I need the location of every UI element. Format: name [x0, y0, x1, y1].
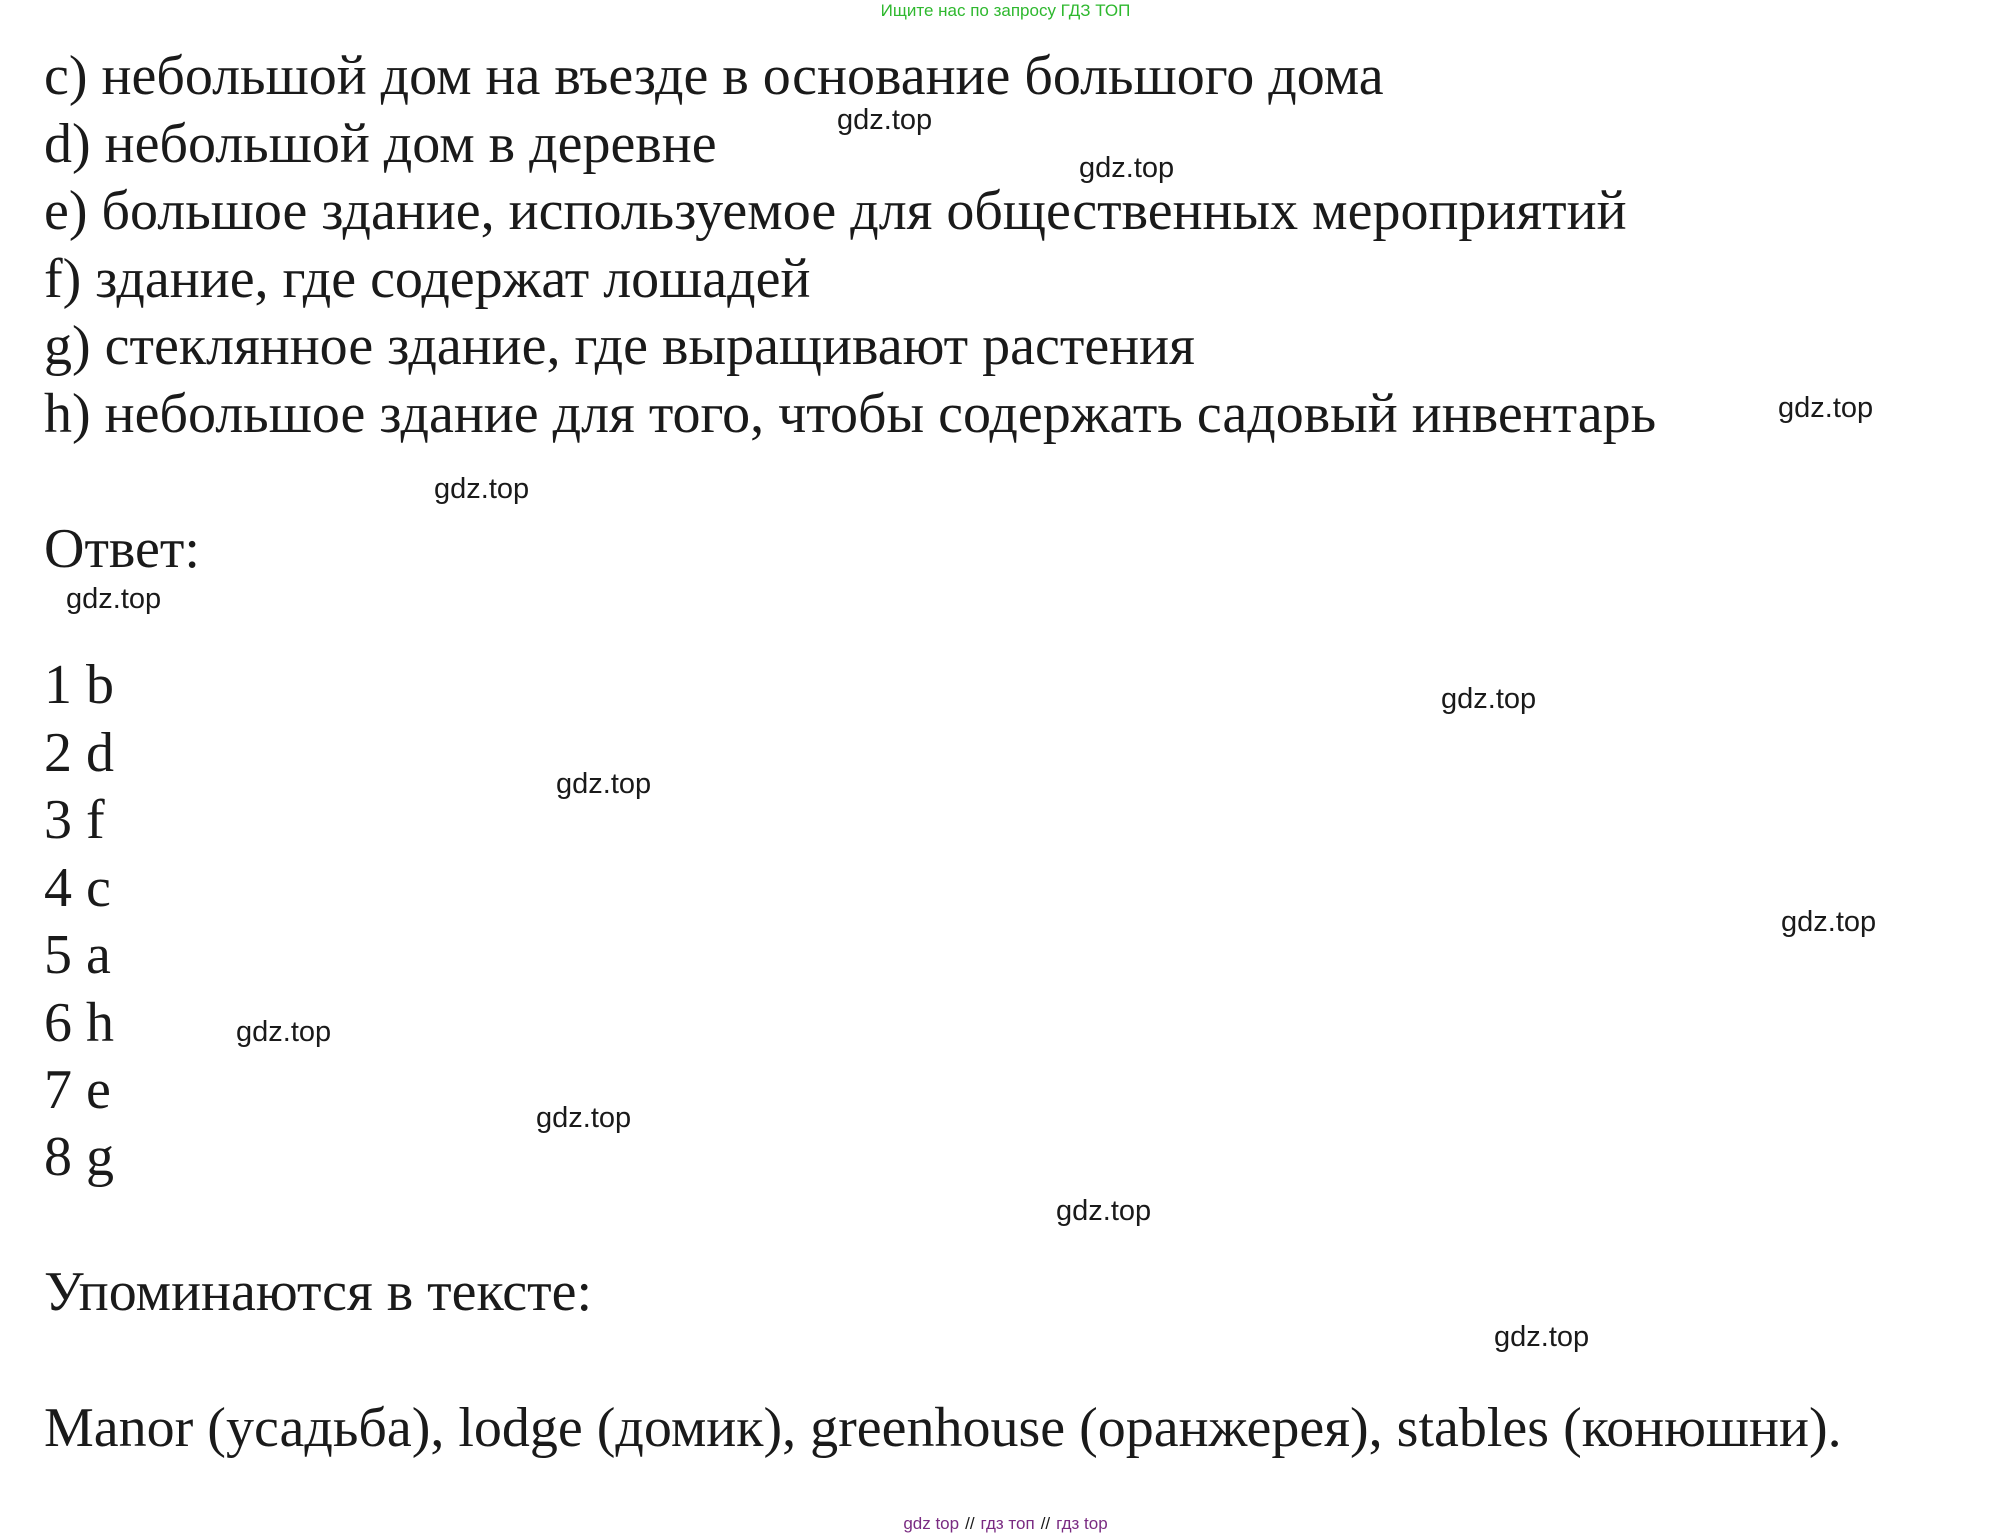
footer-separator: // — [1040, 1514, 1051, 1533]
definition-c: c) небольшой дом на въезде в основание большого дома — [44, 45, 1384, 107]
watermark: gdz.top — [1441, 683, 1537, 715]
watermark: gdz.top — [1056, 1195, 1152, 1227]
mentioned-heading: Упоминаются в тексте: — [44, 1261, 593, 1323]
answer-item: 2 d — [44, 722, 114, 784]
mentioned-text: Manor (усадьба), lodge (домик), greenhouse (оранжерея), stables (конюшни). — [44, 1397, 1842, 1459]
answer-item: 3 f — [44, 789, 105, 851]
top-banner[interactable]: Ищите нас по запросу ГДЗ ТОП — [880, 1, 1131, 20]
watermark: gdz.top — [1778, 392, 1874, 424]
definition-d: d) небольшой дом в деревне — [44, 113, 717, 175]
definition-h: h) небольшое здание для того, чтобы содержать садовый инвентарь — [44, 383, 1657, 445]
footer-link-gdz-top-mixed[interactable]: гдз top — [1056, 1514, 1108, 1533]
answer-item: 4 c — [44, 857, 111, 919]
watermark: gdz.top — [434, 473, 530, 505]
watermark: gdz.top — [556, 768, 652, 800]
definition-g: g) стеклянное здание, где выращивают растения — [44, 315, 1195, 377]
watermark: gdz.top — [1781, 906, 1877, 938]
watermark: gdz.top — [1079, 152, 1175, 184]
footer-link-gdz-top-ru[interactable]: гдз топ — [980, 1514, 1035, 1533]
answer-item: 8 g — [44, 1126, 114, 1188]
answer-item: 5 a — [44, 924, 111, 986]
definition-f: f) здание, где содержат лошадей — [44, 248, 811, 310]
footer-link-gdz-top[interactable]: gdz top — [903, 1514, 960, 1533]
watermark: gdz.top — [236, 1016, 332, 1048]
watermark: gdz.top — [1494, 1321, 1590, 1353]
watermark: gdz.top — [536, 1102, 632, 1134]
answer-item: 6 h — [44, 992, 114, 1054]
watermark: gdz.top — [837, 104, 933, 136]
definition-e: e) большое здание, используемое для общественных мероприятий — [44, 180, 1627, 242]
footer-separator: // — [965, 1514, 975, 1533]
footer — [0, 1513, 2011, 1535]
answer-item: 7 e — [44, 1059, 111, 1121]
answer-item: 1 b — [44, 654, 114, 716]
answer-heading: Ответ: — [44, 518, 200, 580]
watermark: gdz.top — [66, 583, 162, 615]
